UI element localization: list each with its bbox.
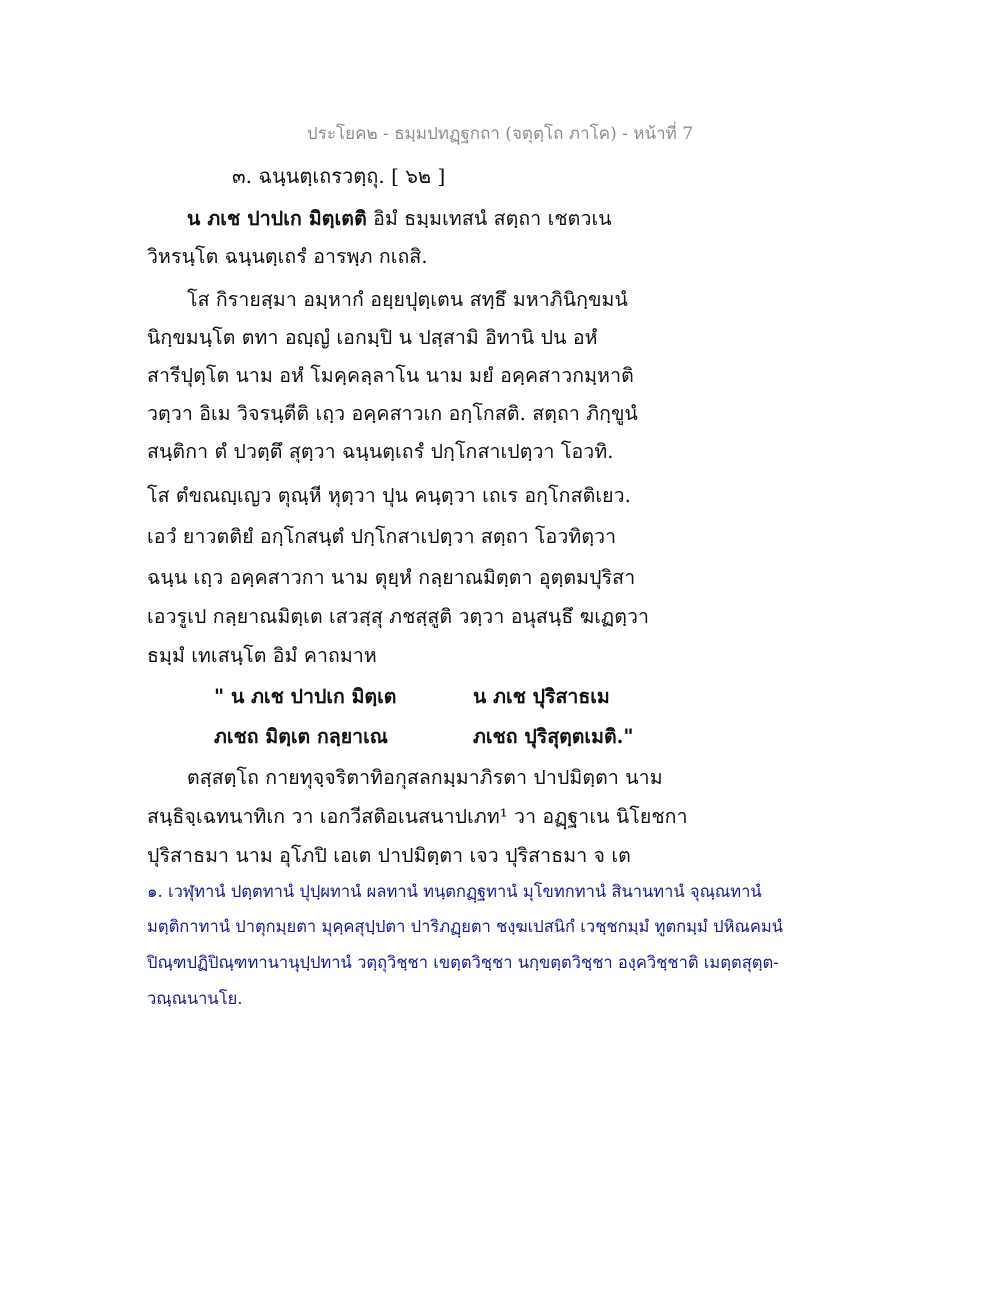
paragraph3-line: ตสฺสตฺโถ กายทุจฺจริตาทิอกุสลกมฺมาภิรตา ปาปมิตฺตา นาม (187, 766, 663, 789)
verse-line1-right: น ภเช ปุริสาธเม (473, 685, 610, 708)
paragraph2-line: สารีปุตฺโต นาม อหํ โมคฺคลฺลาโน นาม มยํ อคฺคสาวกมฺหาติ (147, 364, 634, 387)
paragraph2-line: ฉนฺน เถฺว อคฺคสาวกา นาม ตุยฺหํ กลฺยาณมิตฺตา อุตฺตมปุริสา (147, 566, 636, 589)
paragraph1-line1-rest: อิมํ ธมฺมเทสนํ สตฺถา เชตวเน (366, 207, 612, 230)
paragraph2-line: โส กิรายสฺมา อมฺหากํ อยฺยปุตฺเตน สทฺธึ มหาภินิกฺขมนํ (187, 288, 628, 311)
paragraph1-line2: วิหรนฺโต ฉนฺนตฺเถรํ อารพฺภ กเถสิ. (147, 245, 428, 268)
footnote-line: มตฺติกาทานํ ปาตุกมฺยตา มุคฺคสุปฺปตา ปาริภฏฺยตา ชงฺฆเปสนิกํ เวชฺชกมฺมํ ทูตกมฺมํ ปหิณคมนํ (147, 917, 784, 936)
chapter-title: ๓. ฉนฺนตฺเถรวตฺถุ. [ ๖๒ ] (232, 164, 446, 188)
paragraph2-line: เอวรูเป กลฺยาณมิตฺเต เสวสฺสุ ภชสฺสูติ วตฺวา อนุสนฺธึ ฆเฏตฺวา (147, 605, 650, 628)
footnote-line: วณฺณนานโย. (147, 989, 243, 1008)
verse-line2-right: ภเชถ ปุริสุตฺตเมติ." (473, 725, 634, 748)
paragraph2-line: สนฺติกา ตํ ปวตฺตึ สุตฺวา ฉนฺนตฺเถรํ ปกฺโกสาเปตฺวา โอวทิ. (147, 440, 614, 463)
paragraph2-line: วตฺวา อิเม วิจรนฺตีติ เถฺว อคฺคสาวเก อกฺโกสติ. สตฺถา ภิกฺขูนํ (147, 402, 638, 425)
page-header-text: ประโยค๒ - ธมฺมปทฏฺฐกถา (จตุตฺโถ ภาโค) - หน้าที่ 7 (306, 124, 694, 144)
paragraph2-line: ธมฺมํ เทเสนฺโต อิมํ คาถมาห (147, 644, 377, 667)
verse-line2-left: ภเชถ มิตฺเต กลฺยาเณ (214, 725, 388, 748)
paragraph2-line: เอวํ ยาวตติยํ อกฺโกสนฺตํ ปกฺโกสาเปตฺวา สตฺถา โอวทิตฺวา (147, 525, 617, 548)
page-header (0, 120, 1000, 147)
paragraph2-line: นิกฺขมนฺโต ตทา อญฺญํ เอกมฺปิ น ปสฺสามิ อิทานิ ปน อหํ (147, 326, 598, 349)
verse-line1-left: " น ภเช ปาปเก มิตฺเต (214, 685, 397, 708)
footnote-line: ๑. เวฬุทานํ ปตฺตทานํ ปุปฺผทานํ ผลทานํ ทนฺตกฏฺฐทานํ มุโขทกทานํ สินานทานํ จุณฺณทานํ (147, 882, 762, 901)
footnote-line: ปิณฺฑปฏิปิณฺฑทานานุปฺปทานํ วตฺถุวิชฺชา เขตฺตวิชฺชา นกฺขตฺตวิชฺชา องฺควิชฺชาติ เมตฺตสุตฺต- (147, 953, 779, 972)
paragraph2-line: โส ตํขณญฺเญว ตุณฺหี หุตฺวา ปุน คนฺตฺวา เถเร อกฺโกสติเยว. (147, 484, 631, 507)
paragraph3-line: ปุริสาธมา นาม อุโภปิ เอเต ปาปมิตฺตา เจว ปุริสาธมา จ เต (147, 844, 631, 867)
paragraph1-bold-start: น ภเช ปาปเก มิตฺเตติ (187, 207, 367, 230)
paragraph1-line1 (187, 203, 612, 234)
paragraph3-line: สนฺธิจฺเฉทนาทิเก วา เอกวีสติอเนสนาปเภท¹ วา อฏฺฐาเน นิโยชกา (147, 805, 688, 828)
